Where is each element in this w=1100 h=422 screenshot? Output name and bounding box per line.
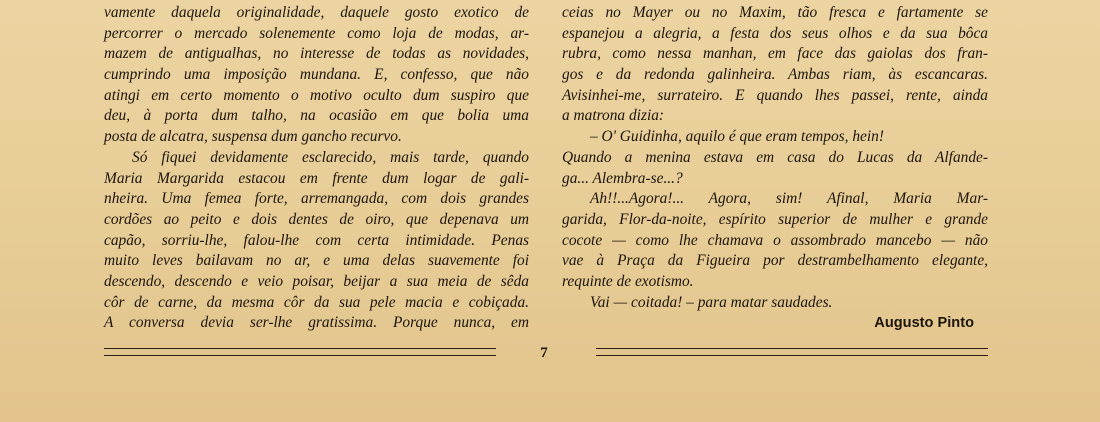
page-number: 7 — [540, 345, 548, 361]
text-line: ga... Alembra-se...? — [562, 169, 683, 187]
text-line: vae à Praça da Figueira por destrambelhamento elegante, — [562, 252, 988, 270]
text-line: Vai — coitada! – para matar saudades. — [590, 293, 833, 311]
text-line: descendo, descendo e veio poisar, beijar a sua meia de sêda — [104, 272, 529, 290]
text-line: garida, Flor-da-noite, espírito superior de mulher e grande — [562, 210, 988, 228]
text-line: Quando a menina estava em casa do Lucas da Alfande- — [562, 148, 988, 166]
text-line: rubra, como nessa manhan, em face das gaiolas dos fran- — [562, 45, 988, 63]
text-line: Só fiquei devidamente esclarecido, mais tarde, quando — [132, 148, 529, 166]
footer-rule-left-bottom — [104, 355, 496, 356]
article-right-column — [562, 3, 988, 334]
article-left-column — [104, 3, 529, 334]
text-line: mazem de antigualhas, no interesse de todas as novidades, — [104, 45, 529, 63]
text-line: requinte de exotismo. — [562, 272, 694, 290]
footer-rule-left-top — [104, 348, 496, 349]
text-line: Avisinhei-me, surrateiro. E quando lhes passei, rente, ainda — [562, 86, 988, 104]
text-line: Ah!!...Agora!... Agora, sim! Afinal, Maria Mar- — [590, 190, 988, 208]
text-line: a matrona dizia: — [562, 107, 665, 125]
text-line: vamente daquela originalidade, daquele gosto exotico de — [104, 4, 529, 21]
text-line: cordões ao peito e dois dentes de oiro, que depenava um — [104, 210, 529, 228]
text-line: côr de carne, da mesma côr da sua pele macia e cobiçada. — [104, 293, 529, 311]
text-line: muito leves bailavam no ar, e uma delas suavemente foi — [104, 252, 529, 270]
text-line: atingi em certo momento o motivo oculto dum suspiro que — [104, 86, 529, 104]
text-line: capão, sorriu-lhe, falou-lhe com certa intimidade. Penas — [104, 231, 529, 249]
footer-rule-right-top — [596, 348, 988, 349]
text-line: A conversa devia ser-lhe gratissima. Porque nunca, em — [104, 314, 529, 332]
text-line: gos e da redonda galinheira. Ambas riam, às escancaras. — [562, 66, 988, 84]
text-line: percorrer o mercado solenemente como loja de modas, ar- — [104, 24, 529, 42]
text-line: nheira. Uma femea forte, arremangada, com dois grandes — [104, 190, 529, 208]
author-signature: Augusto Pinto — [874, 315, 974, 332]
text-line: ceias no Mayer ou no Maxim, tão fresca e fartamente se — [562, 4, 988, 21]
footer-rule-right-bottom — [596, 355, 988, 356]
text-line: posta de alcatra, suspensa dum gancho recurvo. — [104, 128, 402, 146]
text-line: cumprindo uma imposição mundana. E, confesso, que não — [104, 66, 529, 84]
text-line: Maria Margarida estacou em frente dum logar de gali- — [104, 169, 529, 187]
text-line: deu, à porta dum talho, na ocasião em que bolia uma — [104, 107, 529, 125]
text-line: espanejou a alegria, a festa dos seus olhos e da sua bôca — [562, 24, 988, 42]
text-line: – O' Guidinha, aquilo é que eram tempos, hein! — [590, 128, 884, 146]
text-line: cocote — como lhe chamava o assombrado mancebo — não — [562, 231, 988, 249]
